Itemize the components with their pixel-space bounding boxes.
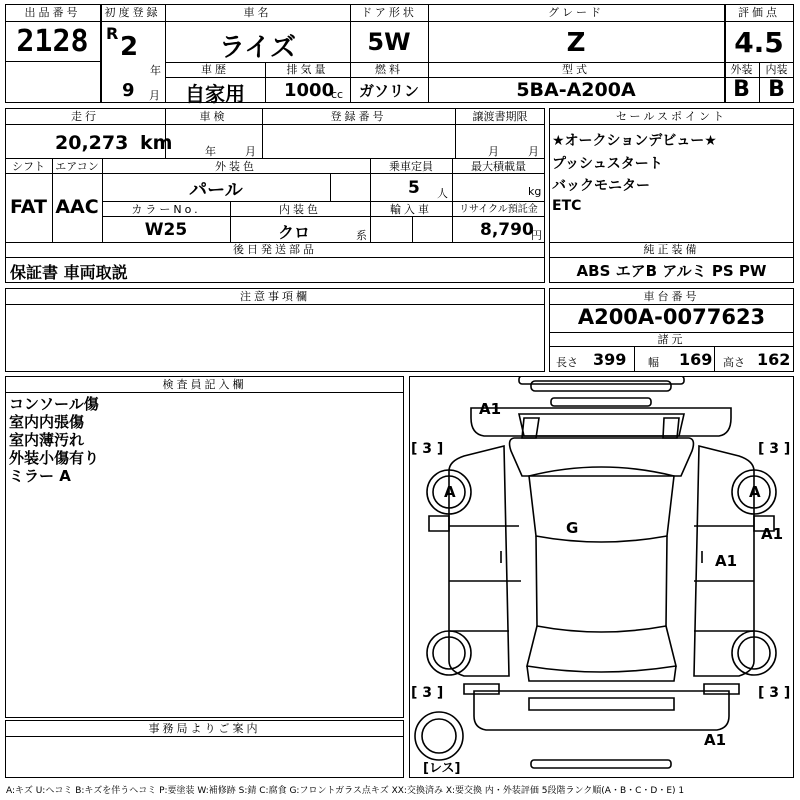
sales-point: ★オークションデビュー★ [552,133,717,149]
int-color-label: 内装色 [279,203,321,216]
tire-right-rear: [ 3 ] [758,685,791,701]
legend: A:キズ U:ヘコミ B:キズを伴うヘコミ P:要塗装 W:補修跡 S:錆 C:腐食 G:フロントガラス点キズ XX:交換済み X:要交換 内・外装評価 5段階ランク順(A・B・C・D・E) 1 [6,786,685,796]
interior-score: B [768,77,785,102]
mileage: 20,273 [55,132,129,154]
height: 162 [757,350,791,369]
yen-unit: 円 [531,229,542,242]
capacity-label: 乗車定員 [389,160,433,173]
shift-label: シフト [12,160,45,173]
interior-label: 内装 [765,63,788,76]
office-label: 事務局よりご案内 [148,722,261,735]
specs-label: 諸元 [657,333,686,346]
grade-label: グレード [548,6,604,19]
fuel: ガソリン [358,82,419,100]
reg-month: 9 [122,80,135,101]
model-code-label: 型式 [562,63,590,76]
chassis-label: 車台番号 [643,290,700,303]
score: 4.5 [734,26,784,59]
sales-points-label: セールスポイント [615,110,727,123]
displacement: 1000 [284,80,335,101]
mileage-unit: km [140,132,173,154]
model-code: 5BA-A200A [516,79,636,101]
transfer-day-unit: 月 [528,145,539,158]
transfer-month-unit: 月 [488,145,499,158]
tire-left-rear: [ 3 ] [411,685,444,701]
sales-point: バックモニター [552,178,650,194]
spare-tire: [レス] [423,761,461,776]
tire-right-front: [ 3 ] [758,441,791,457]
score-label: 評価点 [738,6,780,19]
genuine-label: 純正装備 [643,243,700,256]
later-parts: 保証書 車両取説 [10,263,128,282]
persons-unit: 人 [437,187,448,200]
transfer-due-label: 譲渡書期限 [472,110,528,123]
lot-number: 2128 [16,24,89,59]
exterior-color: パール [189,180,243,201]
chassis-number: A200A-0077623 [577,305,766,329]
mark-wheel-left-front: A [444,483,456,501]
inspection-label: 車検 [199,110,228,123]
displacement-label: 排気量 [286,63,329,76]
cc-unit: cc [331,88,344,101]
exterior-label: 外装 [730,63,753,76]
lot-no-label: 出品番号 [24,6,81,19]
color-no-label: カラーNo. [131,203,201,216]
inspection-year-unit: 年 [205,145,216,158]
length: 399 [593,350,627,369]
tire-left-front: [ 3 ] [411,441,444,457]
mark-roof: G [566,519,579,537]
aircon: AAC [55,196,99,218]
later-parts-label: 後日発送部品 [233,243,317,256]
sales-point: プッシュスタート [552,156,663,172]
interior-color: クロ [277,223,310,242]
inspector-note: 室内薄汚れ [9,431,85,449]
series-unit: 系 [356,229,367,242]
recycle-fee: 8,790 [480,220,534,240]
mark-wheel-right-front: A [749,483,761,501]
fuel-label: 燃料 [375,63,403,76]
month-unit: 月 [149,89,160,102]
door-type: 5W [367,28,411,56]
kg-unit: kg [528,185,542,198]
mark-right-fender: A1 [761,525,784,543]
grade: Z [566,28,586,58]
width: 169 [679,350,713,369]
width-label: 幅 [648,356,659,369]
mark-rear-bumper: A1 [704,731,727,749]
mileage-label: 走行 [71,110,99,123]
color-no: W25 [144,220,188,240]
reg-no-label: 登録番号 [330,110,387,123]
inspector-note: ミラー A [9,467,71,485]
aircon-label: エアコン [55,160,99,173]
length-label: 長さ [556,356,578,369]
inspection-month-unit: 月 [245,145,256,158]
mark-right-door: A1 [715,552,738,570]
car-history: 自家用 [185,82,245,106]
mark-front-bumper: A1 [479,400,502,418]
capacity: 5 [408,178,420,198]
car-name-label: 車名 [243,6,272,19]
sales-point: ETC [552,198,582,214]
recycle-label: リサイクル預託金 [459,204,538,215]
first-reg-label: 初度登録 [104,6,161,19]
car-diagram [409,376,794,778]
height-label: 高さ [723,356,745,369]
shift: FAT [10,196,47,218]
reg-year: 2 [120,32,139,62]
genuine-equipment: ABS エアB アルミ PS PW [576,262,767,280]
import-label: 輸入車 [390,203,432,216]
notes-label: 注意事項欄 [240,290,310,303]
history-label: 車歴 [201,63,229,76]
inspector-note: 外装小傷有り [9,449,100,467]
car-name: ライズ [219,33,296,63]
inspector-note: 室内内張傷 [9,413,85,431]
exterior-score: B [733,77,750,102]
max-load-label: 最大積載量 [471,160,526,173]
era: R [106,24,119,43]
inspector-label: 検査員記入欄 [162,378,247,391]
ext-color-label: 外装色 [215,160,257,173]
inspector-note: コンソール傷 [9,395,99,413]
year-unit: 年 [150,64,161,77]
door-label: ドア形状 [361,6,417,19]
